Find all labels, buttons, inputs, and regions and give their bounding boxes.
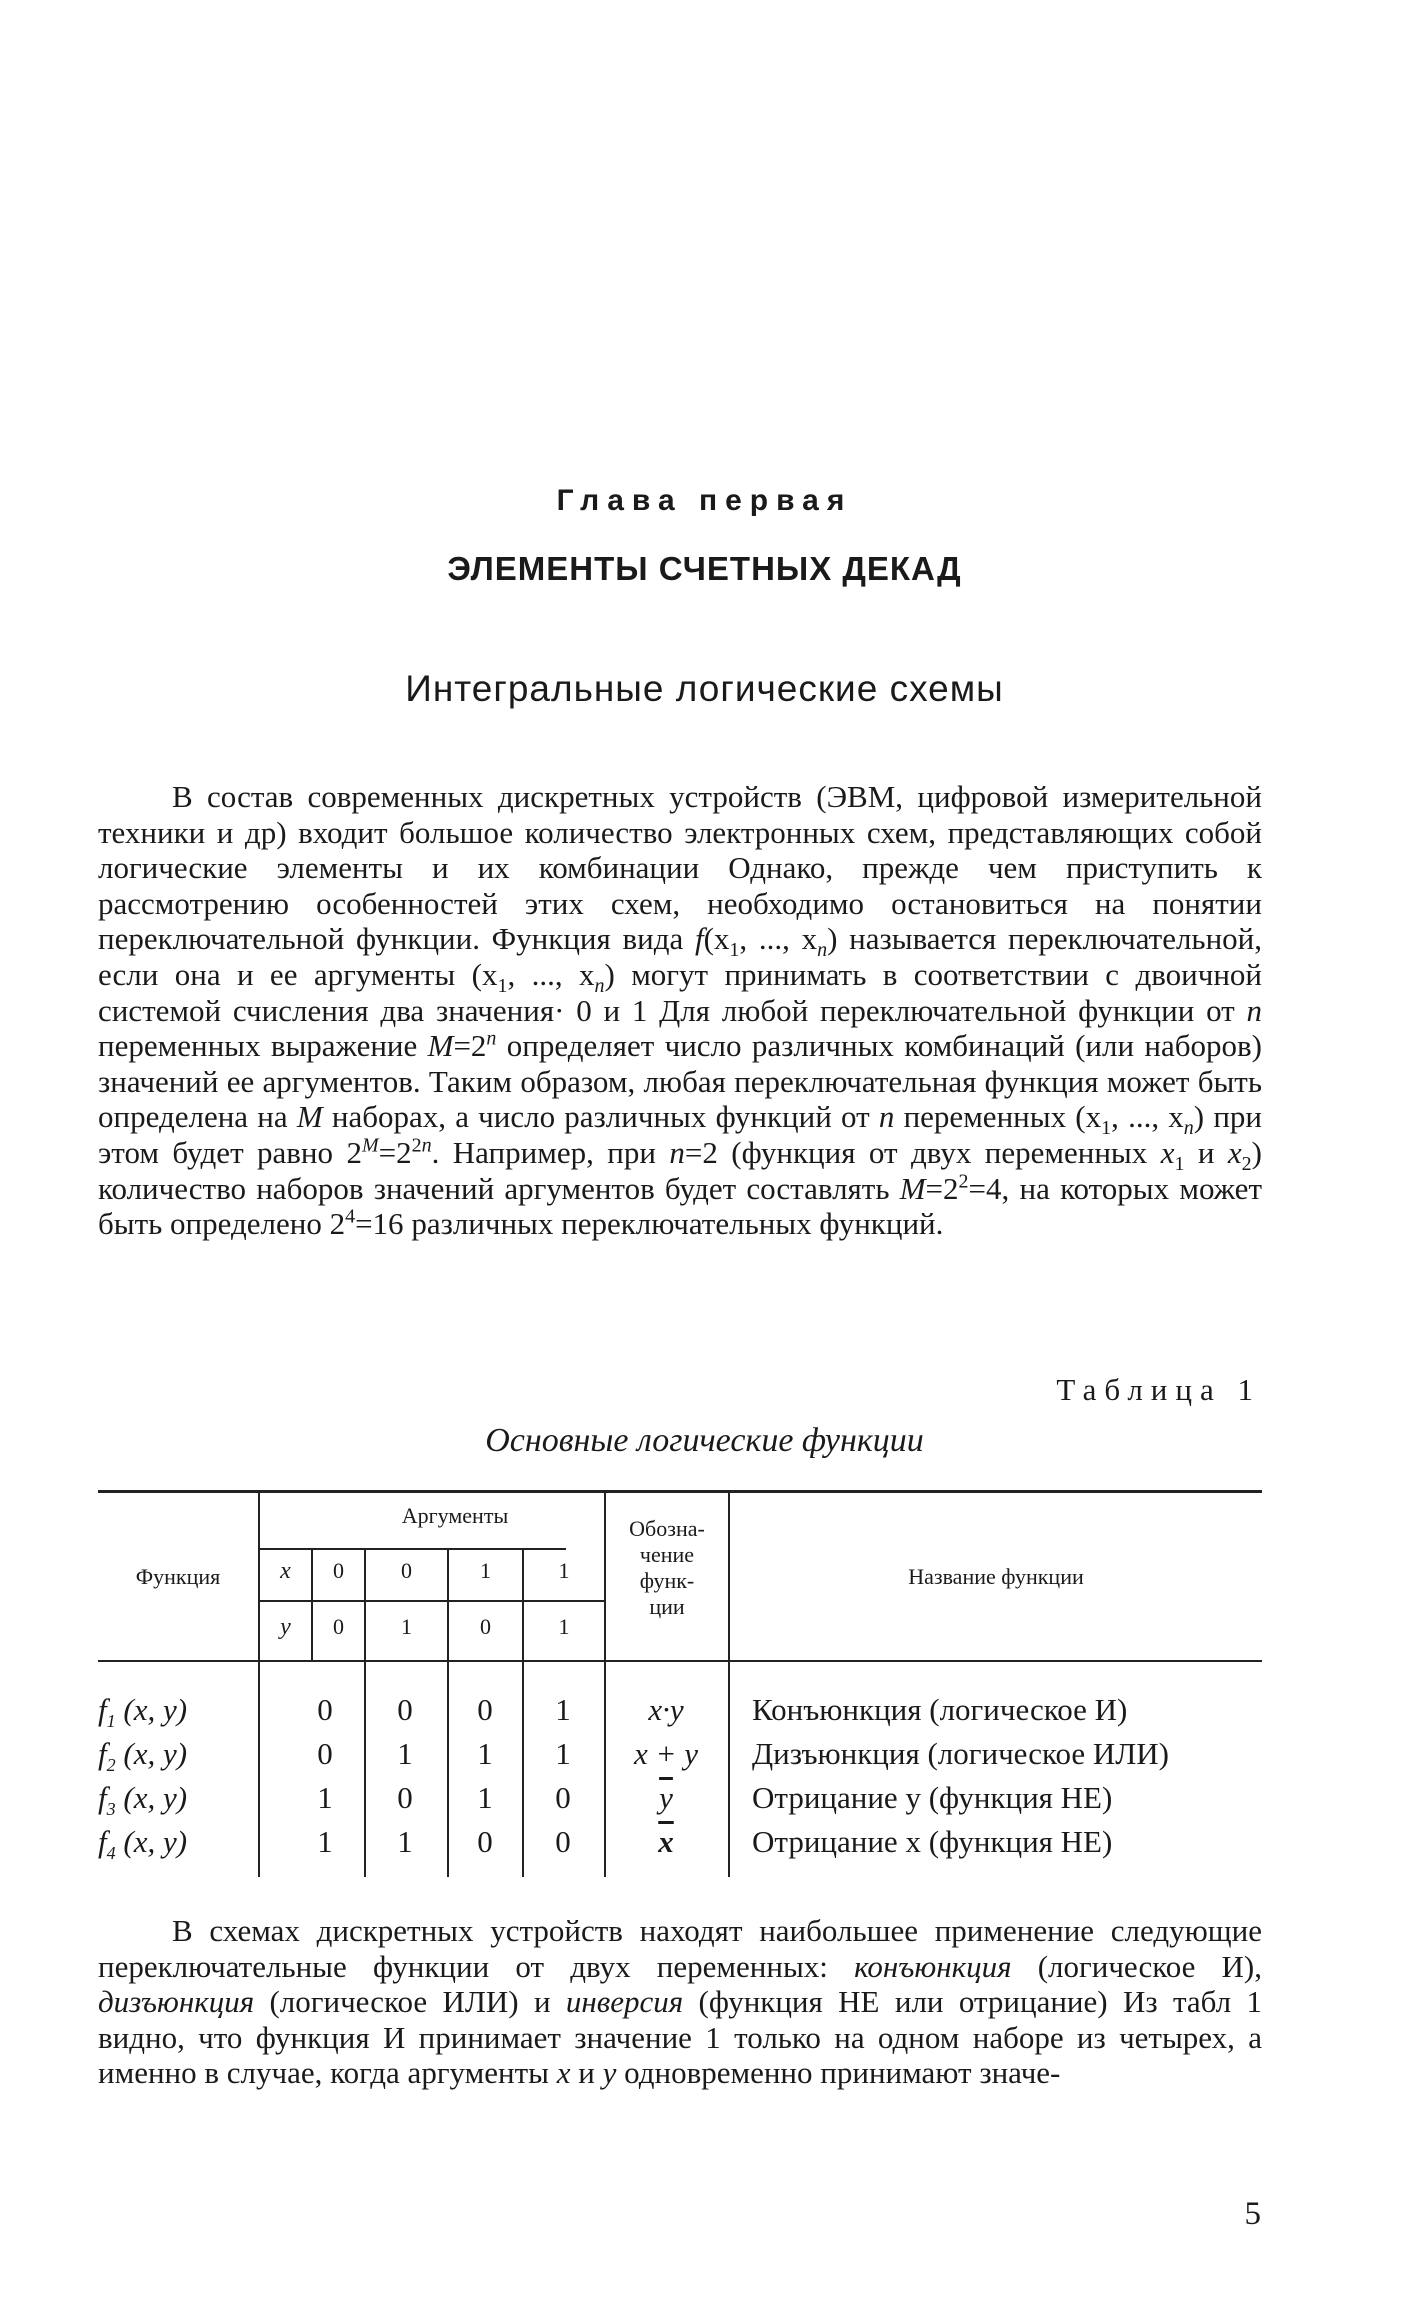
table-hline — [258, 1548, 566, 1550]
table-row-function: $f_2$ (x, y) — [98, 1736, 188, 1776]
header-notation-1: Обозна- — [629, 1516, 705, 1541]
header-notation-4: ции — [649, 1594, 685, 1619]
arg-x-value: 1 — [480, 1558, 491, 1583]
table-vline — [258, 1493, 260, 1877]
table-row-function: $f_4$ (x, y) — [98, 1824, 188, 1864]
header-function: Функция — [135, 1564, 221, 1589]
table-title: Основные логические функции — [485, 1422, 924, 1459]
table-function-name: Дизъюнкция (логическое ИЛИ) — [752, 1736, 1169, 1771]
arg-x-value: 1 — [558, 1558, 570, 1583]
table-row-function: $f_1$ (x, y) — [98, 1692, 188, 1732]
table-top-rule — [98, 1490, 1262, 1493]
table-cell: 0 — [317, 1736, 333, 1771]
header-arguments: Аргументы — [401, 1503, 509, 1528]
arg-x-value: 0 — [333, 1558, 344, 1583]
table-cell: 0 — [477, 1824, 493, 1859]
table-hline — [258, 1600, 604, 1602]
section-title: Интегральные логические схемы — [405, 668, 1004, 709]
header-notation-2: чение — [639, 1542, 695, 1567]
table-function-name: Отрицание x (функция НЕ) — [752, 1824, 1113, 1859]
table-cell: 1 — [555, 1692, 571, 1727]
header-function-name: Название функции — [908, 1564, 1084, 1589]
arg-y-value: 0 — [333, 1614, 344, 1639]
header-notation-3: функ- — [639, 1568, 695, 1593]
table-function-name: Конъюнкция (логическое И) — [752, 1692, 1128, 1727]
table-cell: 0 — [555, 1780, 571, 1815]
arg-y-value: 0 — [480, 1614, 491, 1639]
table-label: Таблица 1 — [1056, 1372, 1261, 1407]
table-row-function: $f_3$ (x, y) — [98, 1780, 188, 1820]
table-cell: 1 — [317, 1824, 333, 1859]
table-cell: 1 — [397, 1736, 413, 1771]
arg-y-label: y — [280, 1614, 291, 1640]
table-cell: 0 — [477, 1692, 493, 1727]
table-notation: x·y — [648, 1692, 684, 1727]
table-cell: 0 — [555, 1824, 571, 1859]
arg-x-label: x — [280, 1558, 291, 1584]
page-number: 5 — [1244, 2196, 1261, 2232]
table-vline — [728, 1493, 730, 1877]
chapter-label: Глава первая — [556, 484, 853, 517]
paragraph-intro: В состав современных дискретных устройств (ЭВМ, цифровой измерительной техники и др) входит большое количество электронных схем, представляющих собой логические элементы и их комбинации Однако, прежде чем приступить к рассмотрению особенностей этих схем, необходимо остановиться на понятии переключательной функции. Функция вида $f(x_1$, ..., $x_n$) называется переключательной, если она и ее аргументы ($x_1$, ..., $x_n$) могут принимать в соответствии с двоичной системой счисления два значения· 0 и 1 Для любой переключательной функции от n переменных выражение $M=2^n$ определяет число различных комбинаций (или наборов) значений ее аргументов. Таким образом, любая переключательная функция может быть определена на M наборах, а число различных функций от n переменных ($x_1$, ..., $x_n$) при этом будет равно $2^M=2^{2n}$. Например, при n=2 (функция от двух переменных $x_1$ и $x_2$) количество наборов значений аргументов будет составлять $M=2^2=4$, на которых может быть определено $2^4=16$ различных переключательных функций. — [98, 779, 1263, 1242]
table-cell: 1 — [317, 1780, 333, 1815]
table-function-name: Отрицание y (функция НЕ) — [752, 1780, 1113, 1815]
arg-x-value: 0 — [401, 1558, 412, 1583]
table-cell: 1 — [555, 1736, 571, 1771]
table-cell: 1 — [397, 1824, 413, 1859]
table-cell: 0 — [397, 1692, 413, 1727]
table-cell: 0 — [317, 1692, 333, 1727]
arg-y-value: 1 — [558, 1614, 570, 1639]
table-cell: 1 — [477, 1780, 493, 1815]
table-cell: 0 — [397, 1780, 413, 1815]
table-header-rule — [98, 1660, 1262, 1662]
table-cell: 1 — [477, 1736, 493, 1771]
table-notation: x + y — [634, 1736, 698, 1771]
table-notation: $\overline{x}$ — [658, 1824, 674, 1859]
paragraph-functions: В схемах дискретных устройств находят наибольшее применение следующие переключательные функции от двух переменных: конъюнкция (логическое И), дизъюнкция (логическое ИЛИ) и инверсия (функция НЕ или отрицание) Из табл 1 видно, что функция И принимает значение 1 только на одном наборе из четырех, а именно в случае, когда аргументы x и y одновременно принимают значе- — [98, 1913, 1262, 2091]
arg-y-value: 1 — [401, 1614, 412, 1639]
table-notation: $\overline{y}$ — [659, 1780, 673, 1815]
chapter-title: ЭЛЕМЕНТЫ СЧЕТНЫХ ДЕКАД — [447, 550, 962, 587]
